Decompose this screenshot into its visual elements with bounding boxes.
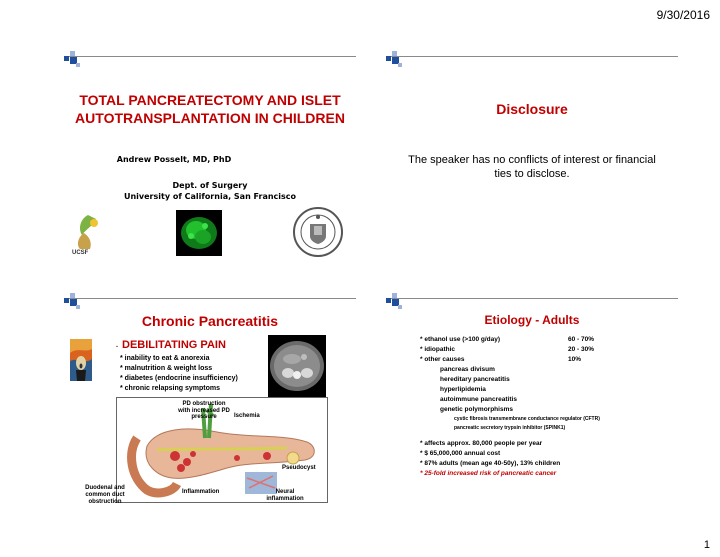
label-inflammation: Inflammation [182,489,220,495]
label-pseudocyst: Pseudocyst [282,465,316,471]
slide-title[interactable] [64,56,356,268]
slide-corner-decoration [386,51,404,69]
bullet-item: * diabetes (endocrine insufficiency) [120,375,238,382]
gene-item: pancreatic secretory trypsin inhibitor (SPINK1) [454,425,566,431]
stat-item: * affects approx. 80,000 people per year [420,440,543,447]
cause-label: * idiopathic [420,346,456,353]
sub-cause: hereditary pancreatitis [440,376,510,383]
bullet-item: * chronic relapsing symptoms [120,385,220,392]
sub-cause: autoimmune pancreatitis [440,396,517,403]
headline-bullet: · [116,344,119,351]
university: University of California, San Francisco [123,192,297,201]
university-seal [292,206,344,258]
ct-scan-image [268,335,326,397]
disclosure-text: The speaker has no conflicts of interest or financial ties to disclose. [408,154,656,180]
slide-title-heading: TOTAL PANCREATECTOMY AND ISLET AUTOTRANSPLANTATION IN CHILDREN [75,92,345,126]
label-ischemia: Ischemia [234,413,260,419]
slide-corner-decoration [64,293,82,311]
slide-etiology[interactable] [386,298,678,510]
slide-disclosure[interactable] [386,56,678,268]
ucsf-logo [70,209,106,259]
sub-cause: genetic polymorphisms [440,406,513,413]
stat-item: * $ 65,000,000 annual cost [420,450,501,457]
islet-cell-image [176,210,222,256]
cause-percent: 10% [568,356,582,363]
sub-cause: hyperlipidemia [440,386,486,393]
label-neural-inflammation: Neural inflammation [266,489,304,502]
cause-percent: 60 - 70% [568,336,595,343]
cause-percent: 20 - 30% [568,346,595,353]
label-duodenal-obstruction: Duodenal and common duct obstruction [85,485,125,505]
slide-corner-decoration [386,293,404,311]
slide-chronic-pancreatitis[interactable] [64,298,356,510]
page-number: 1 [703,539,710,551]
slide-title-heading: Disclosure [496,101,568,117]
header-date: 9/30/2016 [656,8,710,22]
the-scream-image [70,339,92,381]
label-pd-obstruction: PD obstruction with increased PD pressure [178,401,230,420]
cause-label: * ethanol use (>100 g/day) [420,336,501,343]
slide-title-heading: Etiology - Adults [484,313,580,327]
cause-label: * other causes [420,356,465,363]
ucsf-logo-text: UCSF [72,250,89,256]
slide-title-heading: Chronic Pancreatitis [141,313,279,329]
debilitating-pain-heading: DEBILITATING PAIN [122,339,226,351]
department: Dept. of Surgery [172,181,248,190]
stat-item: * 87% adults (mean age 40-50y), 13% children [420,460,561,467]
slide-corner-decoration [64,51,82,69]
cancer-risk-note: * 25-fold increased risk of pancreatic cancer [420,470,557,477]
bullet-item: * malnutrition & weight loss [120,365,213,372]
sub-cause: pancreas divisum [440,366,495,373]
bullet-item: * inability to eat & anorexia [120,355,210,362]
gene-item: cystic fibrosis transmembrane conductance regulator (CFTR) [454,416,600,422]
author-name: Andrew Posselt, MD, PhD [116,155,232,164]
